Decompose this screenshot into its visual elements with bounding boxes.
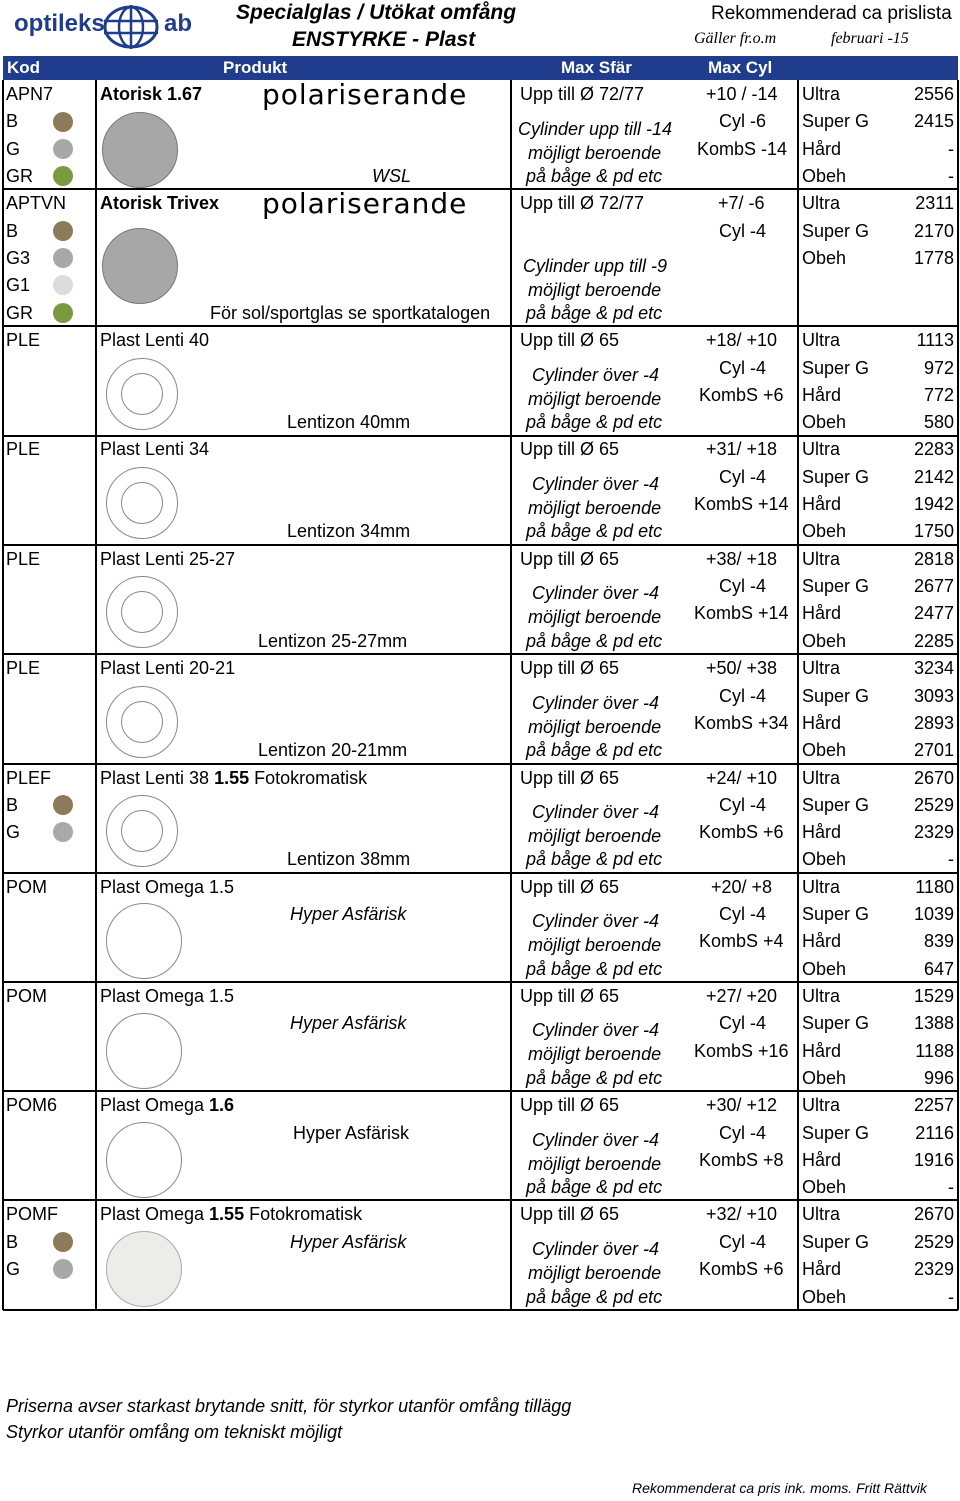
price-value: - [948, 1287, 954, 1307]
price-value: 2556 [913, 84, 954, 104]
lens-image [106, 1122, 182, 1198]
column-header-max-cyl: Max Cyl [708, 58, 773, 77]
sfar-note: Cylinder över -4 [532, 1239, 660, 1259]
price-value: 1113 [916, 330, 954, 350]
price-tier: Super G [802, 1123, 870, 1143]
grid-line [3, 653, 958, 655]
sfar-range: Upp till Ø 65 [520, 986, 620, 1006]
sfar-note: Cylinder över -4 [532, 802, 660, 822]
sfar-note: på båge & pd etc [526, 631, 663, 651]
price-tier: Super G [802, 1232, 870, 1252]
sfar-note: Cylinder över -4 [532, 1130, 660, 1150]
page-subtitle: ENSTYRKE - Plast [292, 28, 476, 51]
price-value: - [948, 849, 954, 869]
price-tier: Obeh [802, 959, 847, 979]
code-label: PLEF [6, 768, 52, 788]
sfar-note: Cylinder över -4 [532, 583, 660, 603]
cyl-value: Cyl -4 [719, 221, 767, 241]
code-label: PLE [6, 658, 41, 678]
price-value: 1188 [915, 1041, 954, 1061]
product-name-part: Plast Omega [100, 1095, 210, 1115]
price-value: 1529 [913, 986, 954, 1006]
product-sublabel: Lentizon 34mm [287, 521, 411, 541]
cyl-range: +50/ +38 [706, 658, 778, 678]
code-label: APTVN [6, 193, 67, 213]
price-tier: Obeh [802, 1068, 847, 1088]
price-value: 2701 [913, 740, 954, 760]
cyl-komb: KombS +14 [694, 494, 789, 514]
grid-line [3, 435, 958, 437]
price-tier: Obeh [802, 1287, 847, 1307]
price-tier: Obeh [802, 521, 847, 541]
sfar-range: Upp till Ø 65 [520, 330, 620, 350]
price-tier: Hård [802, 385, 842, 405]
price-value: - [948, 139, 954, 159]
sfar-note: på båge & pd etc [526, 521, 663, 541]
grid-line [797, 80, 799, 1310]
code-label: POM [6, 986, 48, 1006]
price-value: - [948, 166, 954, 186]
sfar-note: möjligt beroende [528, 717, 662, 737]
price-value: 2670 [913, 768, 954, 788]
product-name: Atorisk 1.67 [100, 84, 203, 104]
code-label: G3 [6, 248, 31, 268]
price-value: 2116 [915, 1123, 954, 1143]
sfar-note: på båge & pd etc [526, 303, 663, 323]
sfar-note: möjligt beroende [528, 498, 662, 518]
code-label: G [6, 1259, 21, 1279]
price-value: 2142 [913, 467, 954, 487]
price-value: 2285 [913, 631, 954, 651]
price-value: 1942 [913, 494, 954, 514]
price-tier: Super G [802, 576, 870, 596]
price-tier: Hård [802, 494, 842, 514]
price-value: 1778 [913, 248, 954, 268]
lens-image [106, 467, 178, 539]
sfar-range: Upp till Ø 65 [520, 877, 620, 897]
price-tier: Ultra [802, 84, 841, 104]
price-value: 2677 [913, 576, 954, 596]
product-sublabel: Lentizon 25-27mm [258, 631, 408, 651]
price-tier: Hård [802, 931, 842, 951]
cyl-komb: KombS +16 [694, 1041, 789, 1061]
footer-price-note: Rekommenderat ca pris ink. moms. Fritt Rättvik [632, 1480, 927, 1496]
sfar-note: möjligt beroende [528, 1263, 662, 1283]
sfar-note: på båge & pd etc [526, 1068, 663, 1088]
price-tier: Ultra [802, 1204, 841, 1224]
color-dot-grey [53, 139, 73, 159]
price-value: 2170 [913, 221, 954, 241]
price-tier: Obeh [802, 166, 847, 186]
sfar-range: Upp till Ø 65 [520, 1204, 620, 1224]
price-tier: Ultra [802, 330, 841, 350]
price-value: 2818 [913, 549, 954, 569]
price-tier: Obeh [802, 1177, 847, 1197]
sfar-note: på båge & pd etc [526, 959, 663, 979]
price-tier: Super G [802, 1013, 870, 1033]
price-tier: Ultra [802, 193, 841, 213]
price-tier: Ultra [802, 768, 841, 788]
sfar-note: på båge & pd etc [526, 849, 663, 869]
cyl-range: +31/ +18 [706, 439, 778, 459]
sfar-note: möjligt beroende [528, 389, 662, 409]
product-name: Plast Lenti 20-21 [100, 658, 236, 678]
sfar-note: möjligt beroende [528, 280, 662, 300]
cyl-komb: KombS +6 [699, 822, 784, 842]
price-value: 2893 [913, 713, 954, 733]
code-label: PLE [6, 549, 41, 569]
price-tier: Hård [802, 603, 842, 623]
sfar-note: möjligt beroende [528, 607, 662, 627]
code-label: B [6, 1232, 19, 1252]
sfar-range: Upp till Ø 65 [520, 549, 620, 569]
product-name-part: Fotokromatisk [249, 768, 368, 788]
price-value: 2529 [913, 795, 954, 815]
lens-image [102, 228, 178, 304]
cyl-value: Cyl -4 [719, 795, 767, 815]
price-value: 2415 [913, 111, 954, 131]
cyl-range: +7/ -6 [718, 193, 765, 213]
column-header-produkt: Produkt [223, 58, 288, 77]
product-sublabel: WSL [372, 166, 412, 186]
grid-line [3, 325, 958, 327]
grid-line [2, 80, 4, 1310]
price-value: 647 [923, 959, 954, 979]
sfar-range: Upp till Ø 65 [520, 1095, 620, 1115]
cyl-range: +24/ +10 [706, 768, 778, 788]
grid-line [3, 763, 958, 765]
product-sublabel: Lentizon 20-21mm [258, 740, 408, 760]
price-value: 1388 [913, 1013, 954, 1033]
cyl-komb: KombS +8 [699, 1150, 784, 1170]
color-dot-brown [53, 795, 73, 815]
grid-line [3, 1199, 958, 1201]
cyl-range: +32/ +10 [706, 1204, 778, 1224]
color-dot-light [53, 275, 73, 295]
product-name: Atorisk Trivex [100, 193, 220, 213]
price-tier: Obeh [802, 412, 847, 432]
color-dot-brown [53, 1232, 73, 1252]
sfar-note: Cylinder över -4 [532, 365, 660, 385]
price-value: 1750 [913, 521, 954, 541]
sfar-range: Upp till Ø 65 [520, 439, 620, 459]
price-tier: Hård [802, 1041, 842, 1061]
price-tier: Hård [802, 139, 842, 159]
price-value: 3093 [913, 686, 954, 706]
code-label: B [6, 221, 19, 241]
sfar-note: på båge & pd etc [526, 1177, 663, 1197]
price-value: 996 [923, 1068, 954, 1088]
sfar-note: på båge & pd etc [526, 412, 663, 432]
cyl-komb: KombS +6 [699, 385, 784, 405]
price-tier: Hård [802, 822, 842, 842]
product-name: Plast Omega 1.5 [100, 986, 235, 1006]
lens-image [106, 686, 178, 758]
grid-line [3, 872, 958, 874]
code-label: POMF [6, 1204, 58, 1224]
product-sublabel: Hyper Asfärisk [290, 1013, 407, 1033]
cyl-value: Cyl -4 [719, 358, 767, 378]
price-tier: Hård [802, 1259, 842, 1279]
price-value: 1180 [915, 877, 954, 897]
price-tier: Super G [802, 467, 870, 487]
cyl-range: +30/ +12 [706, 1095, 778, 1115]
price-tier: Super G [802, 358, 870, 378]
price-value: 2529 [913, 1232, 954, 1252]
color-dot-grey [53, 1259, 73, 1279]
logo-text-right: ab [164, 10, 193, 37]
footer-note-2: Styrkor utanför omfång om tekniskt möjligt [6, 1422, 343, 1442]
polariserande-brand: polariserande [262, 78, 468, 111]
sfar-note: Cylinder upp till -14 [518, 119, 673, 139]
lens-image [106, 576, 178, 648]
cyl-range: +38/ +18 [706, 549, 778, 569]
price-value: 1916 [913, 1150, 954, 1170]
lens-image [106, 1231, 182, 1307]
color-dot-grey [53, 248, 73, 268]
code-label: G [6, 822, 21, 842]
price-value: 839 [923, 931, 954, 951]
color-dot-grey [53, 822, 73, 842]
product-name-part: Fotokromatisk [244, 1204, 363, 1224]
grid-line [510, 80, 512, 1310]
price-tier: Ultra [802, 986, 841, 1006]
code-label: G [6, 139, 21, 159]
sfar-note: Cylinder över -4 [532, 1020, 660, 1040]
sfar-note: möjligt beroende [528, 1154, 662, 1174]
product-name: Plast Lenti 25-27 [100, 549, 236, 569]
price-value: 972 [923, 358, 954, 378]
product-name-part: Plast Lenti 38 [100, 768, 215, 788]
price-tier: Super G [802, 795, 870, 815]
sfar-range: Upp till Ø 72/77 [520, 193, 645, 213]
product-name: Plast Lenti 34 [100, 439, 210, 459]
price-value: 2257 [913, 1095, 954, 1115]
cyl-value: Cyl -4 [719, 576, 767, 596]
code-label: APN7 [6, 84, 54, 104]
code-label: B [6, 795, 19, 815]
polariserande-brand: polariserande [262, 187, 468, 220]
cyl-value: Cyl -4 [719, 904, 767, 924]
grid-line [3, 544, 958, 546]
price-tier: Obeh [802, 849, 847, 869]
cyl-range: +18/ +10 [706, 330, 778, 350]
price-value: 2670 [913, 1204, 954, 1224]
sfar-range: Upp till Ø 65 [520, 658, 620, 678]
cyl-value: Cyl -4 [719, 686, 767, 706]
price-value: 580 [923, 412, 954, 432]
sfar-note: möjligt beroende [528, 935, 662, 955]
product-index: 1.55 [214, 768, 250, 788]
cyl-komb: KombS +34 [694, 713, 789, 733]
valid-from-date: februari -15 [831, 30, 909, 47]
product-sublabel: Hyper Asfärisk [290, 1232, 407, 1252]
product-sublabel: Lentizon 38mm [287, 849, 411, 869]
page-title: Specialglas / Utökat omfång [236, 1, 517, 24]
price-tier: Obeh [802, 740, 847, 760]
sfar-range: Upp till Ø 72/77 [520, 84, 645, 104]
sfar-note: möjligt beroende [528, 826, 662, 846]
price-value: 3234 [913, 658, 954, 678]
price-tier: Ultra [802, 658, 841, 678]
column-header-kod: Kod [7, 58, 41, 77]
sfar-note: Cylinder upp till -9 [523, 256, 668, 276]
lens-image [106, 1013, 182, 1089]
cyl-value: Cyl -4 [719, 1232, 767, 1252]
table-header [3, 56, 958, 80]
code-label: GR [6, 166, 33, 186]
footer-note-1: Priserna avser starkast brytande snitt, för styrkor utanför omfång tillägg [6, 1396, 572, 1416]
color-dot-brown [53, 112, 73, 132]
grid-line [3, 1090, 958, 1092]
sfar-note: Cylinder över -4 [532, 693, 660, 713]
price-tier: Obeh [802, 631, 847, 651]
sfar-note: på båge & pd etc [526, 1287, 663, 1307]
lens-image [102, 112, 178, 188]
product-name [100, 1203, 362, 1225]
price-tier: Ultra [802, 877, 841, 897]
product-index: 1.6 [209, 1095, 235, 1115]
column-header-max-sfar: Max Sfär [561, 58, 632, 77]
product-sublabel: Hyper Asfärisk [290, 904, 407, 924]
code-label: B [6, 111, 19, 131]
lens-image [106, 903, 182, 979]
price-tier: Super G [802, 904, 870, 924]
code-label: GR [6, 303, 33, 323]
product-name: Plast Lenti 40 [100, 330, 210, 350]
cyl-value: Cyl -4 [719, 467, 767, 487]
price-value: 2329 [913, 1259, 954, 1279]
grid-line [3, 188, 958, 190]
pricelist-label: Rekommenderad ca prislista [711, 3, 952, 24]
code-label: POM6 [6, 1095, 58, 1115]
price-tier: Hård [802, 1150, 842, 1170]
cyl-komb: KombS +14 [694, 603, 789, 623]
valid-from-label: Gäller fr.o.m [694, 30, 777, 47]
price-value: 2477 [913, 603, 954, 623]
product-name [100, 767, 367, 789]
grid-line [957, 80, 959, 1310]
product-sublabel: För sol/sportglas se sportkatalogen [210, 303, 491, 323]
color-dot-green [53, 303, 73, 323]
sfar-note: på båge & pd etc [526, 166, 663, 186]
sfar-note: Cylinder över -4 [532, 911, 660, 931]
code-label: PLE [6, 330, 41, 350]
color-dot-brown [53, 221, 73, 241]
sfar-note: Cylinder över -4 [532, 474, 660, 494]
price-value: 2311 [915, 193, 954, 213]
logo-globe-icon [100, 4, 162, 50]
price-tier: Hård [802, 713, 842, 733]
product-sublabel: Lentizon 40mm [287, 412, 411, 432]
product-name-part: Plast Omega [100, 1204, 210, 1224]
price-tier: Super G [802, 221, 870, 241]
product-name [100, 1094, 234, 1116]
cyl-value: Cyl -4 [719, 1123, 767, 1143]
price-value: 772 [923, 385, 954, 405]
code-label: PLE [6, 439, 41, 459]
price-tier: Ultra [802, 549, 841, 569]
cyl-value: Cyl -4 [719, 1013, 767, 1033]
grid-line [3, 981, 958, 983]
sfar-range: Upp till Ø 65 [520, 768, 620, 788]
product-index: 1.55 [209, 1204, 245, 1224]
grid-line [3, 1309, 958, 1311]
code-label: POM [6, 877, 48, 897]
cyl-komb: KombS +6 [699, 1259, 784, 1279]
product-name: Plast Omega 1.5 [100, 877, 235, 897]
lens-image [106, 795, 178, 867]
price-value: - [948, 1177, 954, 1197]
code-label: G1 [6, 275, 31, 295]
price-tier: Ultra [802, 1095, 841, 1115]
cyl-range: +10 / -14 [706, 84, 778, 104]
grid-line [95, 80, 97, 1310]
price-tier: Obeh [802, 248, 847, 268]
sfar-note: på båge & pd etc [526, 740, 663, 760]
color-dot-green [53, 166, 73, 186]
price-value: 2329 [913, 822, 954, 842]
price-tier: Ultra [802, 439, 841, 459]
logo-text-left: optileks [14, 10, 105, 37]
cyl-komb: KombS +4 [699, 931, 784, 951]
cyl-range: +20/ +8 [711, 877, 773, 897]
price-tier: Super G [802, 111, 870, 131]
cyl-value: Cyl -6 [719, 111, 767, 131]
price-value: 2283 [913, 439, 954, 459]
sfar-note: möjligt beroende [528, 143, 662, 163]
price-tier: Super G [802, 686, 870, 706]
product-sublabel: Hyper Asfärisk [293, 1123, 410, 1143]
cyl-range: +27/ +20 [706, 986, 778, 1006]
price-value: 1039 [913, 904, 954, 924]
sfar-note: möjligt beroende [528, 1044, 662, 1064]
lens-image [106, 358, 178, 430]
cyl-komb: KombS -14 [697, 139, 788, 159]
